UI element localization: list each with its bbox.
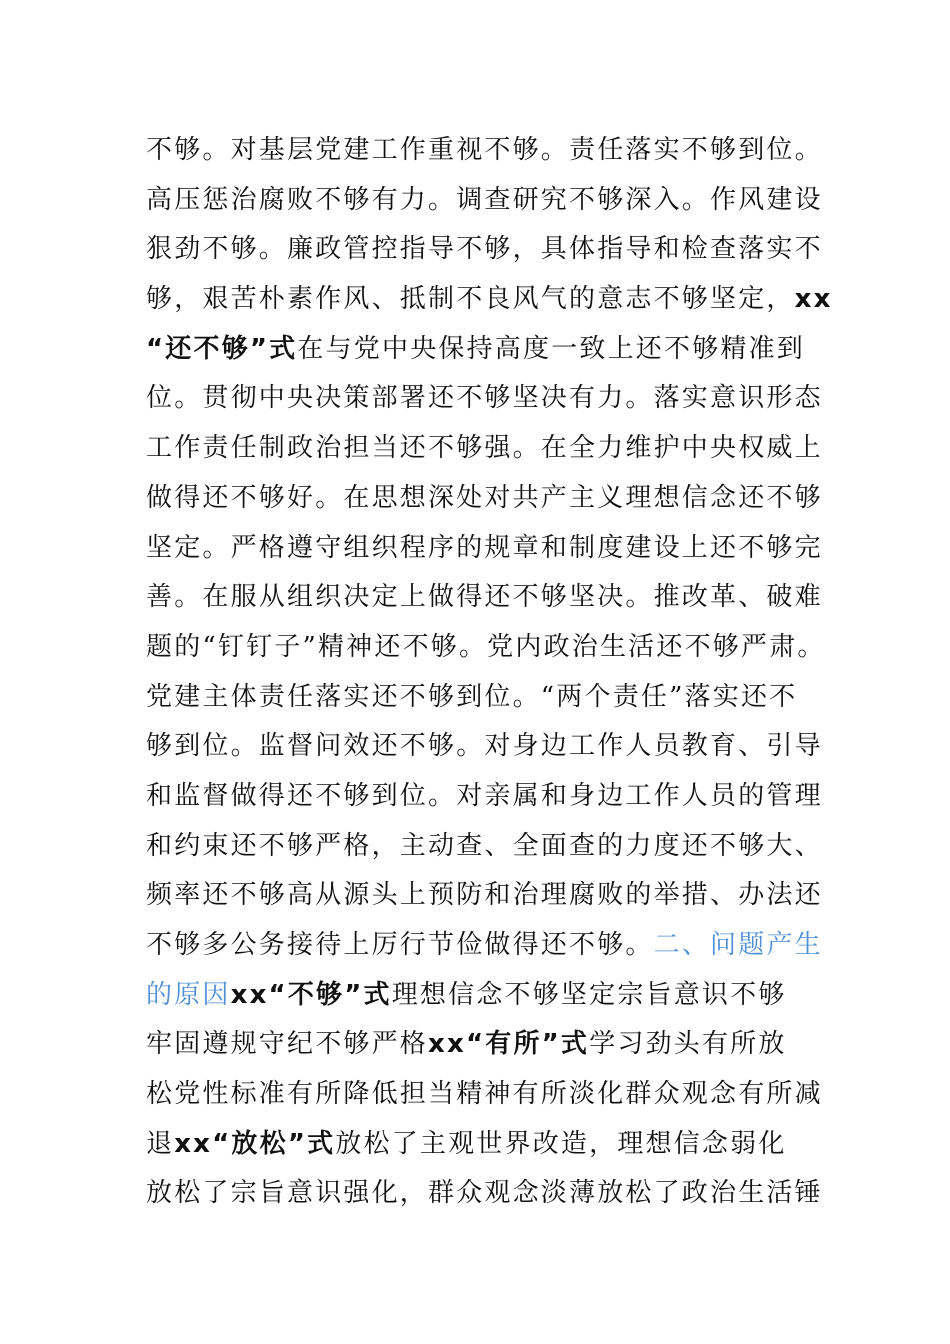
text-line	[146, 1120, 836, 1170]
bold-keyword-text: xx“放松”式	[174, 1128, 336, 1159]
text-line	[146, 1169, 836, 1219]
text-line	[146, 1020, 836, 1070]
bold-keyword-text: “还不够”式	[146, 333, 298, 364]
body-text-segment: 不够多公务接待上厉行节俭做得还不够。	[146, 930, 654, 960]
text-line	[146, 1070, 836, 1120]
body-text-segment: 位。贯彻中央决策部署还不够坚决有力。落实意识形态	[146, 383, 823, 414]
body-text-segment: 善。在服从组织决定上做得还不够坚决。推改革、破难	[146, 582, 823, 613]
text-line	[146, 971, 836, 1021]
text-line	[146, 176, 836, 226]
body-text-segment: 题的“钉钉子”精神还不够。党内政治生活还不够严肃。	[146, 631, 826, 662]
body-text-segment: 和约束还不够严格，主动查、全面查的力度还不够大、	[146, 830, 823, 861]
text-line	[146, 524, 836, 574]
body-text-segment: 和监督做得还不够到位。对亲属和身边工作人员的管理	[146, 780, 823, 811]
body-text-segment: 党建主体责任落实还不够到位。“两个责任”落实还不	[146, 681, 798, 712]
text-line	[146, 275, 836, 325]
text-line	[146, 921, 836, 971]
body-text-segment: 狠劲不够。廉政管控指导不够，具体指导和检查落实不	[146, 234, 823, 265]
text-line	[146, 225, 836, 275]
body-text-segment: 频率还不够高从源头上预防和治理腐败的举措、办法还	[146, 880, 823, 911]
text-line	[146, 325, 836, 375]
bold-keyword-text: xx“有所”式	[428, 1029, 590, 1060]
body-text-segment: 在与党中央保持高度一致上还不够精准到	[297, 333, 805, 364]
text-line	[146, 673, 836, 723]
text-line	[146, 623, 836, 673]
body-text-segment: 高压惩治腐败不够有力。调查研究不够深入。作风建设	[146, 184, 823, 215]
section-heading-text: 的原因	[146, 979, 231, 1010]
body-text-segment: 退	[146, 1128, 175, 1159]
text-line	[146, 871, 836, 921]
body-text-segment: 放松了宗旨意识强化，群众观念淡薄放松了政治生活锤	[146, 1178, 823, 1209]
text-line	[146, 822, 836, 872]
body-text-segment: 理想信念不够坚定宗旨意识不够	[391, 979, 787, 1010]
body-text	[146, 126, 836, 1219]
text-line	[146, 573, 836, 623]
body-text-segment: 牢固遵规守纪不够严格	[146, 1029, 429, 1060]
text-line	[146, 374, 836, 424]
body-text-segment: 够，艰苦朴素作风、抵制不良风气的意志不够坚定，	[146, 284, 795, 315]
text-line	[146, 772, 836, 822]
bold-keyword-text: xx	[794, 284, 833, 315]
body-text-segment: 坚定。严格遵守组织程序的规章和制度建设上还不够完	[146, 532, 823, 563]
text-line	[146, 126, 836, 176]
text-line	[146, 424, 836, 474]
body-text-segment: 学习劲头有所放	[589, 1029, 787, 1060]
body-text-segment: 做得还不够好。在思想深处对共产主义理想信念还不够	[146, 482, 823, 513]
body-text-segment: 松党性标准有所降低担当精神有所淡化群众观念有所减	[146, 1079, 823, 1110]
text-line	[146, 722, 836, 772]
body-text-segment: 不够。对基层党建工作重视不够。责任落实不够到位。	[146, 135, 823, 165]
bold-keyword-text: xx“不够”式	[230, 979, 392, 1010]
text-line	[146, 474, 836, 524]
body-text-segment: 放松了主观世界改造，理想信念弱化	[335, 1128, 787, 1159]
body-text-segment: 够到位。监督问效还不够。对身边工作人员教育、引导	[146, 731, 823, 762]
body-text-segment: 工作责任制政治担当还不够强。在全力维护中央权威上	[146, 433, 823, 464]
section-heading-text: 二、问题产生	[653, 930, 823, 960]
